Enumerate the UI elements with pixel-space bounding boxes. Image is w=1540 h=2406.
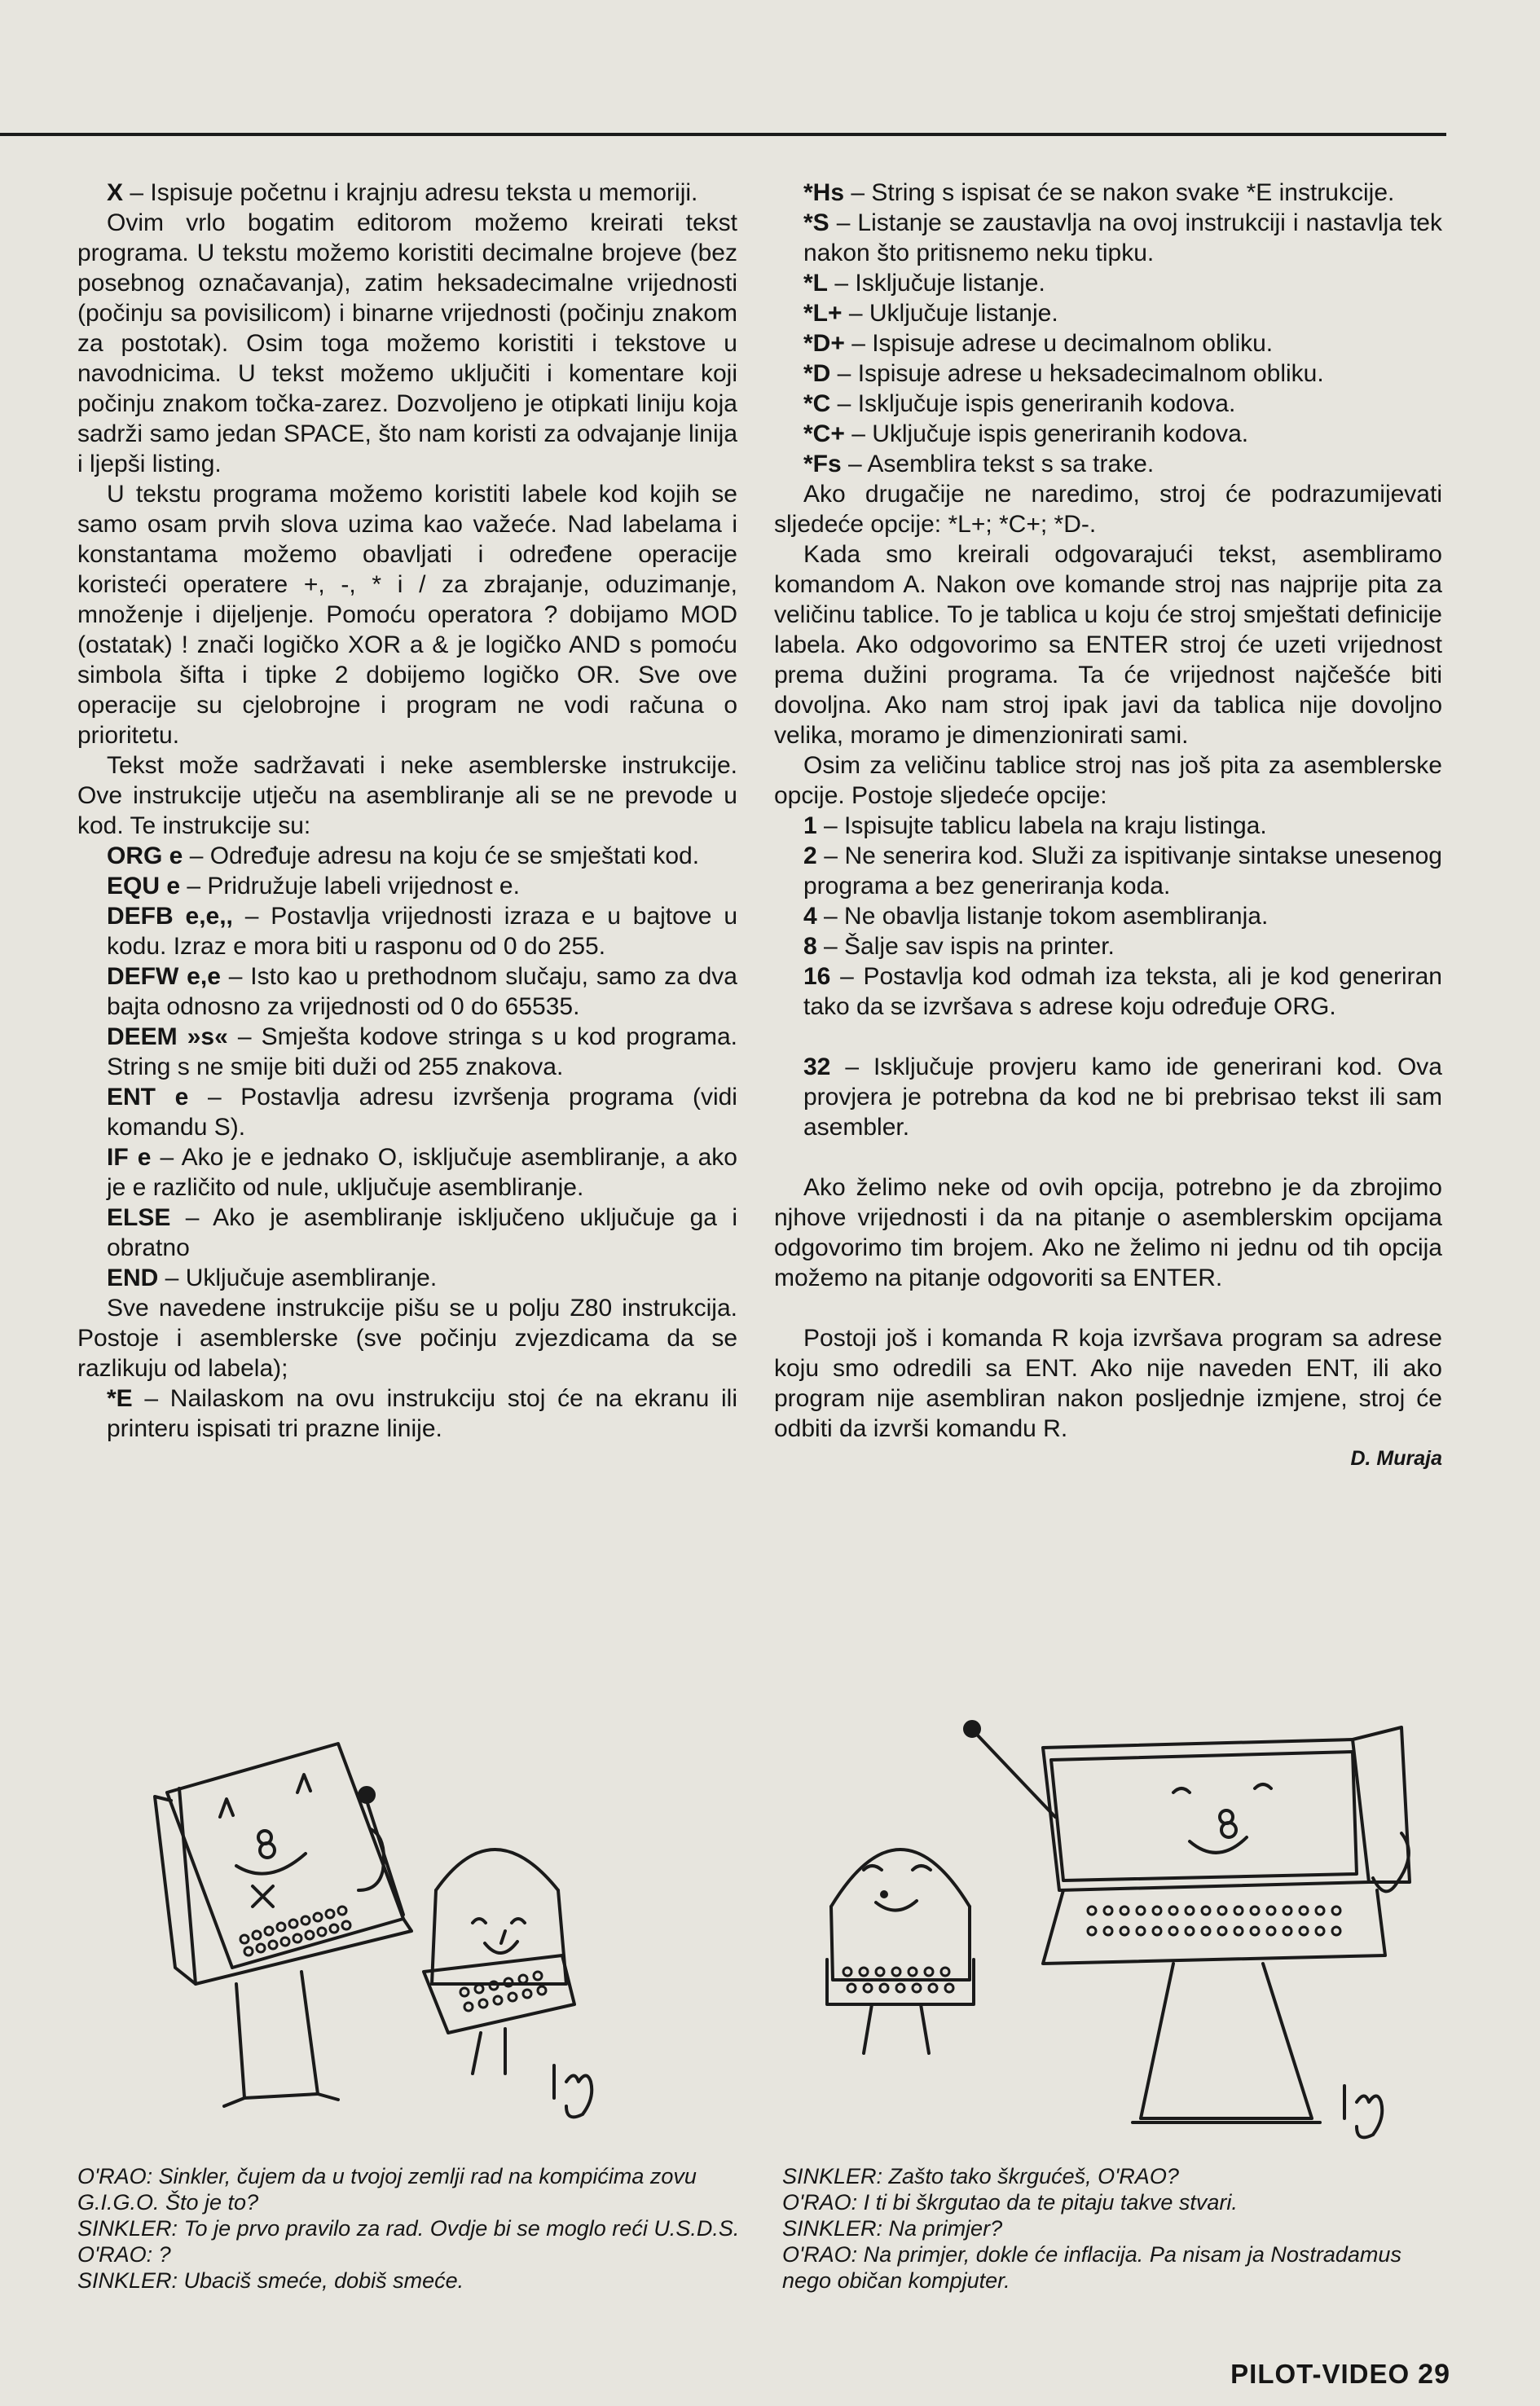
paragraph-gap: [774, 1293, 1442, 1323]
command-term: ENT e: [107, 1084, 189, 1111]
command-description: – Listanje se zaustavlja na ovoj instrukciji i nastavlja tek nakon što pritisnemo neku tipku.: [803, 209, 1442, 266]
command-description: – Postavlja adresu izvršenja programa (vidi komandu S).: [107, 1084, 737, 1141]
command-definition: [774, 328, 1442, 358]
command-definition: [774, 1052, 1442, 1142]
command-term: 32: [803, 1053, 831, 1080]
command-definition: [77, 961, 737, 1022]
body-paragraph: Osim za veličinu tablice stroj nas još pita za asemblerske opcije. Postoje sljedeće opcije:: [774, 752, 1442, 809]
body-paragraph: Tekst može sadržavati i neke asemblerske instrukcije. Ove instrukcije utječu na asembliranje ali se ne prevode u kod. Te instrukcije su:: [77, 752, 737, 839]
command-definition: [77, 1142, 737, 1203]
command-term: *D: [803, 360, 831, 387]
dialog-line: O'RAO: Sinkler, čujem da u tvojoj zemlji rad na kompićima zovu G.I.G.O. Što je to?: [77, 2164, 697, 2215]
command-term: DEFB e,e,,: [107, 903, 233, 930]
command-description: – Ispisujte tablicu labela na kraju listinga.: [816, 812, 1267, 839]
command-term: ORG e: [107, 842, 183, 869]
cartoon-dialog-left: [77, 2163, 754, 2294]
body-paragraph: Kada smo kreirali odgovarajući tekst, asembliramo komandom A. Nakon ove komande stroj nas najprije pita za veličinu tablice. To je tablica u koju će stroj smještati definicije labela. Ako odgovorimo sa ENTER stroj će uzeti vrijednost prema dužini programa. Ta će vrijednost najčešće biti dovoljna. Ako nam stroj ipak javi da tablica nije dovoljno velika, moramo je dimenzionirati sami.: [774, 541, 1442, 749]
page-number: 29: [1418, 2359, 1450, 2390]
command-definition: [774, 298, 1442, 328]
command-term: ELSE: [107, 1204, 171, 1231]
command-description: – Postavlja kod odmah iza teksta, ali je kod generiran tako da se izvršava s adrese koju određuje ORG.: [803, 963, 1442, 1020]
command-term: DEFW e,e: [107, 963, 221, 990]
cartoon-dialog-right: [782, 2163, 1450, 2294]
command-term: *D+: [803, 330, 845, 357]
command-term: 1: [803, 812, 817, 839]
command-definition: [774, 901, 1442, 931]
paragraph-gap: [774, 1142, 1442, 1172]
command-definition: [774, 389, 1442, 419]
command-definition: [77, 901, 737, 961]
command-definition: [77, 1263, 737, 1293]
article-column-left: [77, 178, 737, 1444]
command-description: – Ne senerira kod. Služi za ispitivanje sintakse unesenog programa a bez generiranja koda.: [803, 842, 1442, 900]
command-term: 4: [803, 903, 817, 930]
command-definition: [774, 419, 1442, 449]
command-term: *L+: [803, 300, 843, 327]
command-term: *Hs: [803, 179, 845, 206]
article-column-right: [774, 178, 1442, 1474]
command-description: – Nailaskom na ovu instrukciju stoj će na ekranu ili printeru ispisati tri prazne linije.: [107, 1385, 737, 1442]
body-paragraph: Ako želimo neke od ovih opcija, potrebno je da zbrojimo njhove vrijednosti i da na pitanje o asemblerskim opcijama odgovorimo tim brojem. Ako ne želimo ni jednu od tih opcija možemo na pitanje odgovoriti sa ENTER.: [774, 1174, 1442, 1291]
body-paragraph: U tekstu programa možemo koristiti labele kod kojih se samo osam prvih slova uzima kao važeće. Nad labelama i konstantama možemo obavljati i određene operacije koristeći operatere +, -, * i / za zbrajanje, oduzimanje, množenje i dijeljenje. Pomoću operatora ? dobijamo MOD (ostatak) ! znači logičko XOR a & je logičko AND s pomoću simbola šifta i tipke 2 dobijemo logičko OR. Sve ove operacije su cjelobrojne i program ne vodi računa o prioritetu.: [77, 481, 737, 749]
command-definition: [774, 208, 1442, 268]
command-description: – Šalje sav ispis na printer.: [816, 933, 1115, 960]
command-term: 2: [803, 842, 817, 869]
command-definition: [77, 1203, 737, 1263]
body-paragraph: Postoji još i komanda R koja izvršava program sa adrese koju smo odredili sa ENT. Ako nije naveden ENT, ili ako program nije asembliran nakon posljednje izmjene, stroj će odbiti da izvrši komandu R.: [774, 1325, 1442, 1442]
command-description: – Uključuje listanje.: [842, 300, 1058, 327]
command-definition: [774, 931, 1442, 961]
command-description: – String s ispisat će se nakon svake *E instrukcije.: [844, 179, 1395, 206]
dialog-line: SINKLER: Na primjer?: [782, 2216, 1003, 2241]
command-description: – Ako je asembliranje isključeno uključuje ga i obratno: [107, 1204, 737, 1261]
command-term: *L: [803, 270, 828, 297]
command-term: 16: [803, 963, 831, 990]
dialog-line: SINKLER: To je prvo pravilo za rad. Ovdje bi se moglo reći U.S.D.S.: [77, 2216, 740, 2241]
command-description: – Postavlja vrijednosti izraza e u bajtove u kodu. Izraz e mora biti u rasponu od 0 do 255.: [107, 903, 738, 960]
command-term: EQU e: [107, 873, 181, 900]
magazine-name: PILOT-VIDEO: [1230, 2359, 1410, 2389]
command-description: – Isključuje ispis generiranih kodova.: [830, 390, 1236, 417]
command-term: END: [107, 1265, 159, 1291]
command-description: – Isključuje provjeru kamo ide generirani kod. Ova provjera je potrebna da kod ne bi prebrisao tekst ili sam asembler.: [803, 1053, 1442, 1141]
paragraph-gap: [774, 1022, 1442, 1052]
command-description: – Pridružuje labeli vrijednost e.: [180, 873, 520, 900]
header-rule: [0, 133, 1446, 136]
command-description: – Ne obavlja listanje tokom asembliranja.: [816, 903, 1269, 930]
command-description: – Isto kao u prethodnom slučaju, samo za dva bajta odnosno za vrijednosti od 0 do 65535.: [107, 963, 737, 1020]
command-description: – Uključuje ispis generiranih kodova.: [844, 420, 1249, 447]
command-description: – Ispisuje adrese u heksadecimalnom obliku.: [830, 360, 1324, 387]
command-definition: [774, 358, 1442, 389]
command-term: *E: [107, 1385, 133, 1412]
body-paragraph: Ako drugačije ne naredimo, stroj će podrazumijevati sljedeće opcije: *L+; *C+; *D-.: [774, 481, 1442, 538]
command-definition: [774, 178, 1442, 208]
dialog-line: SINKLER: Ubaciš smeće, dobiš smeće.: [77, 2268, 464, 2293]
cartoon-illustration-left: [122, 1723, 758, 2151]
command-definition: [77, 1082, 737, 1142]
dialog-line: O'RAO: ?: [77, 2242, 171, 2267]
command-term: X: [107, 179, 124, 206]
command-definition: [77, 178, 737, 208]
command-definition: [77, 1022, 737, 1082]
dialog-line: O'RAO: Na primjer, dokle će inflacija. Pa nisam ja Nostradamus nego običan kompjuter.: [782, 2242, 1401, 2293]
cartoon-illustration-right: [782, 1695, 1459, 2151]
command-description: – Ako je e jednako O, isključuje asembliranje, a ako je e različito od nule, uključuje asembliranje.: [107, 1144, 737, 1201]
page-footer: [1230, 2359, 1450, 2391]
command-definition: [774, 841, 1442, 901]
command-definition: [774, 449, 1442, 479]
command-term: *C+: [803, 420, 845, 447]
command-term: DEEM »s«: [107, 1023, 228, 1050]
command-description: – Smješta kodove stringa s u kod programa. String s ne smije biti duži od 255 znakova.: [107, 1023, 737, 1080]
command-definition: [774, 961, 1442, 1022]
command-term: *C: [803, 390, 831, 417]
author-signature: D. Muraja: [1350, 1447, 1442, 1470]
command-definition: [774, 811, 1442, 841]
command-term: 8: [803, 933, 817, 960]
command-description: – Ispisuje početnu i krajnju adresu teksta u memoriji.: [123, 179, 698, 206]
command-description: – Isključuje listanje.: [828, 270, 1045, 297]
command-definition: [774, 268, 1442, 298]
command-definition: [77, 871, 737, 901]
command-description: – Asemblira tekst s sa trake.: [841, 451, 1155, 477]
command-description: – Uključuje asembliranje.: [158, 1265, 438, 1291]
command-description: – Određuje adresu na koju će se smještati kod.: [183, 842, 700, 869]
command-definition: [77, 1383, 737, 1444]
command-term: IF e: [107, 1144, 152, 1171]
command-definition: [77, 841, 737, 871]
command-term: *S: [803, 209, 829, 236]
body-paragraph: Ovim vrlo bogatim editorom možemo kreirati tekst programa. U tekstu možemo koristiti decimalne brojeve (bez posebnog označavanja), zatim heksadecimalne vrijednosti (počinju sa povisilicom) i binarne vrijednosti (počinju znakom za postotak). Osim toga možemo koristiti i tekstove u navodnicima. U tekst možemo uključiti i komentare koji počinju znakom točka-zarez. Dozvoljeno je otipkati liniju koja sadrži samo jedan SPACE, što nam koristi za odvajanje linija i ljepši listing.: [77, 209, 737, 477]
command-description: – Ispisuje adrese u decimalnom obliku.: [844, 330, 1274, 357]
dialog-line: O'RAO: I ti bi škrgutao da te pitaju takve stvari.: [782, 2190, 1238, 2215]
body-paragraph: Sve navedene instrukcije pišu se u polju Z80 instrukcija. Postoje i asemblerske (sve počinju zvjezdicama da se razlikuju od labela);: [77, 1295, 737, 1382]
command-term: *Fs: [803, 451, 842, 477]
dialog-line: SINKLER: Zašto tako škrgućeš, O'RAO?: [782, 2164, 1179, 2188]
